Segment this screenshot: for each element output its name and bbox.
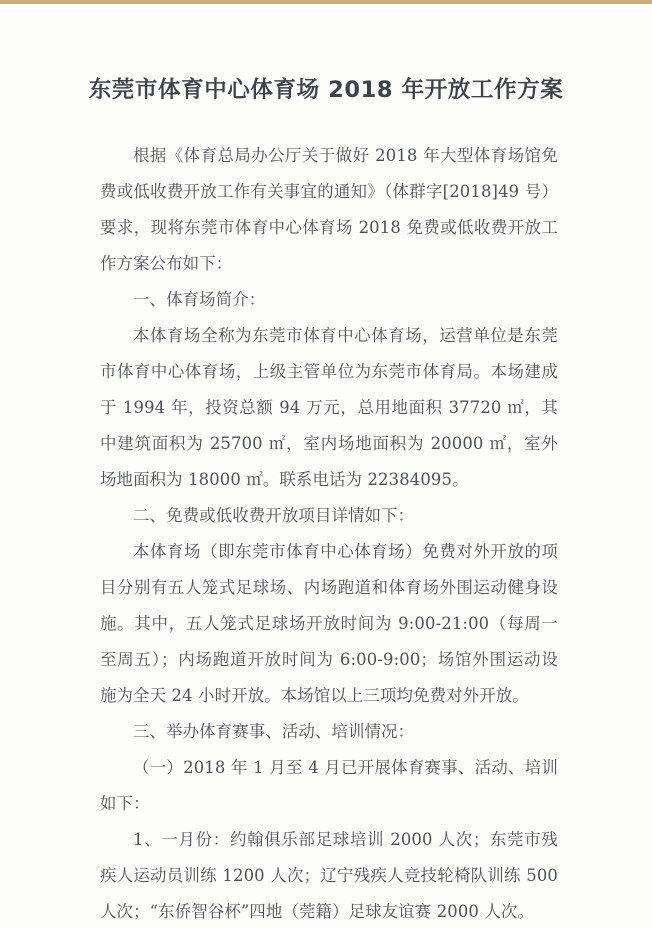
paragraph-intro: 根据《体育总局办公厅关于做好 2018 年大型体育场馆免费或低收费开放工作有关事宜的通知》（体群字[2018]49 号）要求，现将东莞市体育中心体育场 2018 免费或低收费开放工作方案公布如下： bbox=[100, 146, 558, 273]
paragraph-january-events: 1、一月份：约翰俱乐部足球培训 2000 人次；东莞市残疾人运动员训练 1200 人次；辽宁残疾人竞技轮椅队训练 500 人次；“东侨智谷杯”四地（莞籍）足球友谊赛 2000 人次。 bbox=[100, 830, 558, 921]
paragraph-events-intro: （一）2018 年 1 月至 4 月已开展体育赛事、活动、培训如下： bbox=[100, 758, 558, 813]
heading-section-two: 二、免费或低收费开放项目详情如下： bbox=[133, 506, 415, 525]
heading-section-one: 一、体育场简介： bbox=[133, 290, 266, 309]
paragraph-open-programs: 本体育场（即东莞市体育中心体育场）免费对外开放的项目分别有五人笼式足球场、内场跑道和体育场外围运动健身设施。其中，五人笼式足球场开放时间为 9:00-21:00（每周一至周五）；内场跑道开放时间为 6:00-9:00；场馆外围运动设施为全天 24 小时开放。本场馆以上三项均免费对外开放。 bbox=[100, 542, 558, 705]
paragraph-venue-overview: 本体育场全称为东莞市体育中心体育场，运营单位是东莞市体育中心体育场，上级主管单位为东莞市体育局。本场建成于 1994 年，投资总额 94 万元，总用地面积 37720 ㎡，其中建筑面积为 25700 ㎡，室内场地面积为 20000 ㎡，室外场地面积为 18000 ㎡。联系电话为 22384095。 bbox=[100, 326, 558, 489]
document-body bbox=[100, 138, 558, 930]
document-title: 东莞市体育中心体育场 2018 年开放工作方案 bbox=[88, 77, 564, 103]
heading-section-three: 三、举办体育赛事、活动、培训情况： bbox=[133, 722, 415, 741]
